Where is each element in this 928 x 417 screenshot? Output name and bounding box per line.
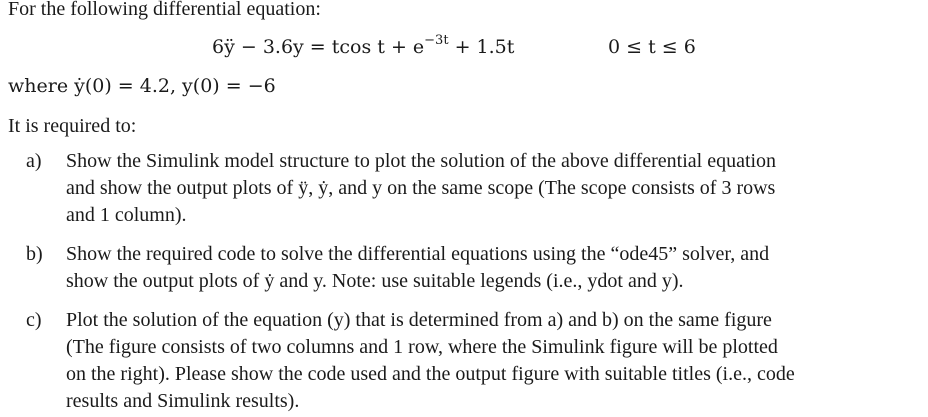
list-item-a	[26, 148, 926, 232]
item-line: and 1 column).	[66, 204, 187, 226]
intro-text: For the following differential equation:	[8, 0, 321, 20]
list-item-b	[26, 241, 926, 297]
required-heading: It is required to:	[8, 115, 137, 137]
item-text	[66, 241, 886, 295]
item-label: b)	[26, 243, 43, 265]
item-line: and show the output plots of ÿ, ẏ, and y on the same scope (The scope consists of 3 rows	[66, 177, 776, 199]
item-line: (The figure consists of two columns and 1 row, where the Simulink figure will be plotted	[66, 336, 778, 358]
item-label: a)	[26, 150, 42, 172]
list-item-c	[26, 307, 926, 417]
differential-equation	[212, 34, 514, 63]
equation-main: 6ÿ − 3.6y = tcos t + e	[212, 36, 425, 58]
item-line: Show the Simulink model structure to plot the solution of the above differential equation	[66, 150, 777, 172]
item-label: c)	[26, 309, 42, 331]
item-line: on the right). Please show the code used and the output figure with suitable titles (i.e., code	[66, 363, 795, 385]
equation-exponent: −3t	[424, 33, 449, 48]
item-text	[66, 148, 886, 229]
item-text	[66, 307, 886, 415]
initial-conditions: where ẏ(0) = 4.2, y(0) = −6	[8, 75, 276, 97]
item-line: Plot the solution of the equation (y) that is determined from a) and b) on the same figure	[66, 309, 772, 331]
item-line: Show the required code to solve the differential equations using the “ode45” solver, and	[66, 243, 770, 265]
equation-tail: + 1.5t	[448, 36, 515, 58]
item-line: show the output plots of ẏ and y. Note: use suitable legends (i.e., ydot and y).	[66, 270, 684, 292]
time-range: 0 ≤ t ≤ 6	[608, 36, 696, 58]
item-line: results and Simulink results).	[66, 390, 300, 412]
